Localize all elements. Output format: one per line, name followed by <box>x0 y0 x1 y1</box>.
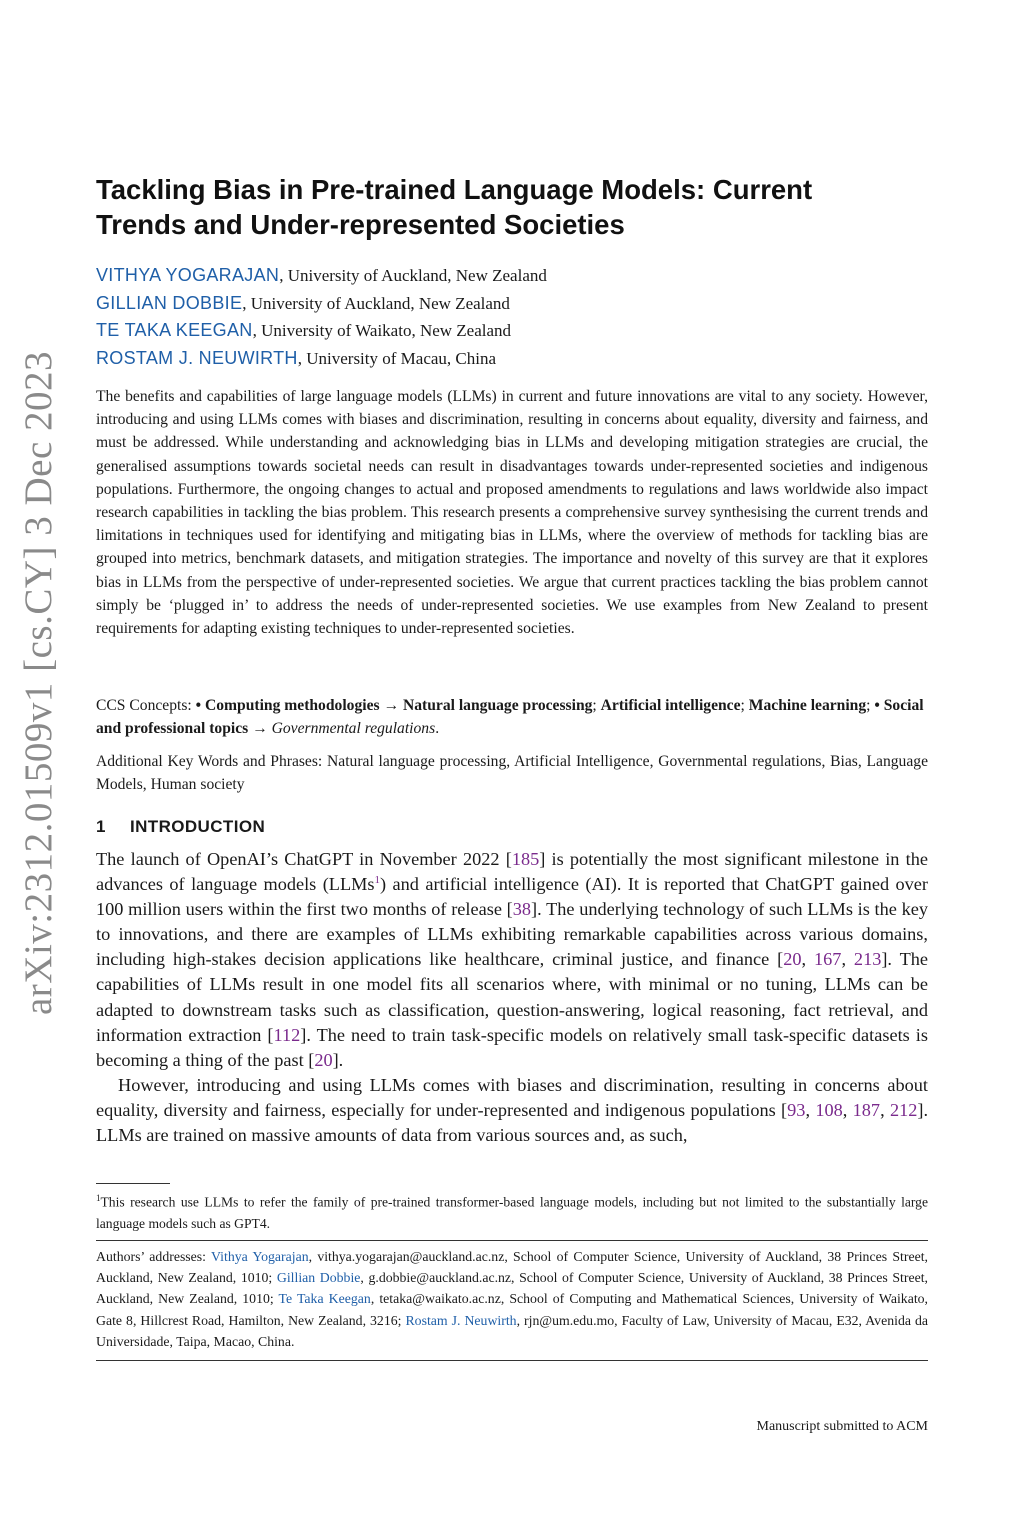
addresses-label: Authors’ addresses: <box>96 1249 212 1264</box>
author-name[interactable]: GILLIAN DOBBIE <box>96 292 243 313</box>
ccs-concept: Governmental regulations <box>271 720 436 738</box>
paper-title: Tackling Bias in Pre-trained Language Models: Current Trends and Under-represented Societies <box>96 174 813 240</box>
author-name[interactable]: TE TAKA KEEGAN <box>96 320 253 340</box>
citation-link[interactable]: 93 <box>787 1099 806 1120</box>
page-footer: Manuscript submitted to ACM <box>756 1419 928 1434</box>
author-list <box>96 262 926 372</box>
author-link[interactable]: Te Taka Keegan <box>278 1291 371 1307</box>
author-entry <box>96 290 926 318</box>
address-text: , vithya.yogarajan@auckland.ac.nz, School of Computer Science, University of Auckland, 38 Princes Street, Auckland, New Zealand, 1010; <box>96 1249 928 1286</box>
ccs-arrow: → <box>248 720 272 738</box>
addresses-divider-bottom <box>96 1360 928 1361</box>
text-run: ]. <box>332 1049 344 1070</box>
ccs-bullet: • <box>874 697 884 714</box>
ccs-concept: Artificial intelligence <box>600 697 741 714</box>
abstract: The benefits and capabilities of large language models (LLMs) in current and future innovations are vital to any society. However, introducing and using LLMs comes with biases and discrimination, resulting in concerns about equality, diversity and fairness, and must be addressed. While understanding and acknowledging bias in LLMs and developing mitigation strategies are crucial, the generalised assumptions towards societal needs can result in disadvantages towards under-represented societies and indigenous populations. Furthermore, the ongoing changes to actual and proposed amendments to regulations and laws worldwide also impact research capabilities in tackling the bias problem. This research presents a comprehensive survey synthesising the current trends and limitations in techniques used for identifying and mitigating bias in LLMs, where the overview of methods for tackling bias are grouped into metrics, benchmark datasets, and mitigation strategies. The importance and novelty of this survey are that it explores bias in LLMs from the perspective of under-represented societies. We argue that current practices tackling the bias problem cannot simply be ‘plugged in’ to address the needs of under-represented societies. We use examples from New Zealand to present requirements for adapting existing techniques to under-represented societies. <box>96 388 928 638</box>
ccs-separator: ; <box>866 697 875 714</box>
arxiv-identifier: arXiv:2312.01509v1 [cs.CY] 3 Dec 2023 <box>17 350 60 1015</box>
text-run: ]. The capabilities of LLMs result in one model fits all scenarios where, with minimal or no tuning, LLMs can be adapted to downstream tasks such as classification, question-answering, logical reasoning, fact retrieval, and information extraction [ <box>96 949 929 1045</box>
text-run: ]. LLMs are trained on massive amounts of data from various sources and, as such, <box>96 1099 929 1146</box>
author-affiliation: , University of Macau, China <box>297 348 497 368</box>
address-text: , g.dobbie@auckland.ac.nz, School of Computer Science, University of Auckland, 38 Princes Street, Auckland, New Zealand, 1010; <box>96 1270 928 1307</box>
text-run: However, introducing and using LLMs comes with biases and discrimination, resulting in concerns about equality, diversity and fairness, especially for under-represented and indigenous populations [ <box>96 1074 928 1120</box>
ccs-separator: ; <box>592 697 601 714</box>
ccs-arrow: → <box>379 697 403 714</box>
author-affiliation: , University of Auckland, New Zealand <box>242 293 510 313</box>
author-entry <box>96 345 926 373</box>
author-link[interactable]: Gillian Dobbie <box>276 1270 361 1286</box>
text-run: ] is potentially the most significant milestone in the advances of language models (LLMs <box>96 849 928 895</box>
citation-link[interactable]: 185 <box>511 849 540 869</box>
footnote-number: 1 <box>96 1193 101 1203</box>
ccs-separator: ; <box>740 697 749 714</box>
citation-link[interactable]: 167 <box>814 949 842 970</box>
ccs-concepts <box>96 694 928 740</box>
keywords: Additional Key Words and Phrases: Natural language processing, Artificial Intelligence, Governmental regulations, Bias, Language Models, Human society <box>96 753 928 794</box>
text-run: , <box>801 949 815 970</box>
footnote-text: This research use LLMs to refer the family of pre-trained transformer-based language models, including but not limited to the substantially large language models such as GPT4. <box>96 1194 928 1231</box>
author-link[interactable]: Vithya Yogarajan <box>211 1249 309 1264</box>
section-number: 1 <box>96 817 106 836</box>
footnote-divider <box>96 1183 170 1184</box>
text-run: , <box>805 1099 816 1120</box>
citation-link[interactable]: 20 <box>783 949 802 970</box>
text-run: , <box>841 949 854 970</box>
section-heading <box>96 817 265 837</box>
citation-link[interactable]: 187 <box>852 1099 881 1120</box>
citation-link[interactable]: 38 <box>512 899 532 920</box>
section-title: INTRODUCTION <box>130 817 266 836</box>
addresses-divider-top <box>96 1240 928 1241</box>
address-text: , rjn@um.edu.mo, Faculty of Law, University of Macau, E32, Avenida da Universidade, Taipa, Macao, China. <box>96 1312 928 1349</box>
paragraph <box>96 847 928 1073</box>
ccs-label: CCS Concepts: <box>96 697 196 714</box>
ccs-category: Computing methodologies <box>205 697 380 714</box>
text-run: ]. The need to train task-specific models on relatively small task-specific datasets is becoming a thing of the past [ <box>96 1024 928 1070</box>
footnote-marker[interactable]: 1 <box>374 874 380 886</box>
text-run: , <box>842 1099 853 1120</box>
text-run: , <box>880 1099 890 1120</box>
ccs-bullet: • <box>195 697 205 714</box>
body-text <box>96 847 928 1148</box>
author-entry <box>96 317 926 345</box>
citation-link[interactable]: 108 <box>815 1099 843 1120</box>
citation-link[interactable]: 20 <box>314 1049 333 1070</box>
citation-link[interactable]: 213 <box>853 949 882 970</box>
author-affiliation: , University of Waikato, New Zealand <box>252 321 512 340</box>
citation-link[interactable]: 212 <box>889 1099 918 1120</box>
author-name[interactable]: ROSTAM J. NEUWIRTH <box>96 347 298 368</box>
address-text: , tetaka@waikato.ac.nz, School of Computing and Mathematical Sciences, University of Waikato, Gate 8, Hillcrest Road, Hamilton, New Zealand, 3216; <box>96 1291 929 1328</box>
ccs-end: . <box>435 720 440 738</box>
text-run: The launch of OpenAI’s ChatGPT in November 2022 [ <box>96 849 512 869</box>
paragraph <box>96 1073 928 1148</box>
citation-link[interactable]: 112 <box>273 1024 301 1045</box>
ccs-category: Social and professional topics <box>96 697 924 738</box>
author-entry <box>96 262 926 290</box>
author-addresses <box>96 1246 928 1352</box>
ccs-concept: Machine learning <box>748 697 867 714</box>
author-name[interactable]: VITHYA YOGARAJAN <box>96 265 280 285</box>
footnote <box>96 1188 928 1234</box>
text-run: ) and artificial intelligence (AI). It is reported that ChatGPT gained over 100 million users within the first two months of release [ <box>96 874 928 920</box>
ccs-concept: Natural language processing <box>402 697 593 714</box>
author-affiliation: , University of Auckland, New Zealand <box>279 266 547 285</box>
text-run: ]. The underlying technology of such LLMs is the key to innovations, and there are examples of LLMs exhibiting remarkable capabilities across various domains, including high-stakes decision applications like healthcare, criminal justice, and finance [ <box>96 899 928 970</box>
author-link[interactable]: Rostam J. Neuwirth <box>405 1312 517 1328</box>
